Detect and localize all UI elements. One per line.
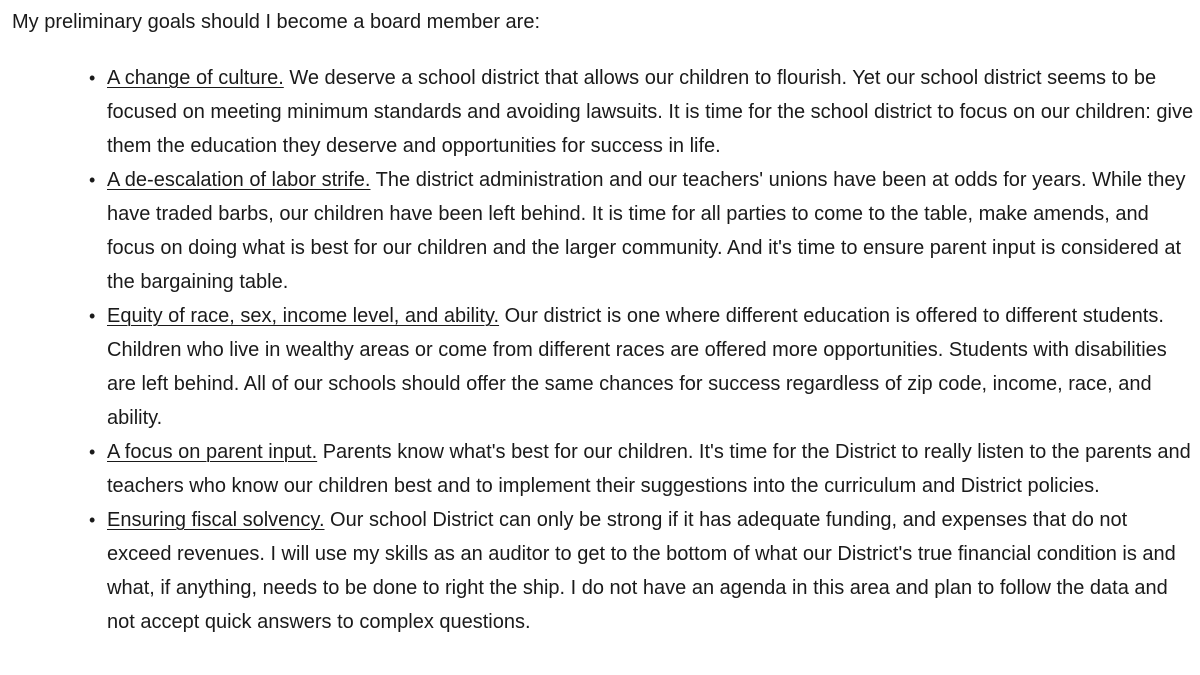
goal-text: Our district is one where different education is offered to different students. Children who live in wealthy areas or come from different races are offered more opportunities. Students with disabilities are left behind. All of our schools should offer the same chances for success regardless of zip code, income, race, and ability.: [107, 305, 1167, 429]
goal-title: Ensuring fiscal solvency.: [107, 509, 325, 531]
document-body: [12, 5, 1197, 639]
goal-title: Equity of race, sex, income level, and ability.: [107, 305, 500, 327]
goal-text: We deserve a school district that allows our children to flourish. Yet our school district seems to be focused on meeting minimum standards and avoiding lawsuits. It is time for the school district to focus on our children: give them the education they deserve and opportunities for success in life.: [107, 67, 1194, 157]
bullet-icon: •: [89, 170, 96, 190]
intro-text: My preliminary goals should I become a board member are:: [12, 11, 541, 33]
goal-item-fiscal: [89, 503, 1197, 639]
goal-item-culture: [89, 61, 1197, 163]
bullet-icon: •: [89, 510, 96, 530]
goal-title: A de-escalation of labor strife.: [107, 169, 371, 191]
goal-title: A change of culture.: [107, 67, 284, 89]
goal-text: Parents know what's best for our children. It's time for the District to really listen to the parents and teachers who know our children best and to implement their suggestions into the curriculum and District policies.: [107, 441, 1191, 497]
goal-text: The district administration and our teachers' unions have been at odds for years. While they have traded barbs, our children have been left behind. It is time for all parties to come to the table, make amends, and focus on doing what is best for our children and the larger community. And it's time to ensure parent input is considered at the bargaining table.: [107, 169, 1186, 293]
goal-item-labor: [89, 163, 1197, 299]
goal-item-equity: [89, 299, 1197, 435]
goal-text: Our school District can only be strong if it has adequate funding, and expenses that do not exceed revenues. I will use my skills as an auditor to get to the bottom of what our District's true financial condition is and what, if anything, needs to be done to right the ship. I do not have an agenda in this area and plan to follow the data and not accept quick answers to complex questions.: [107, 509, 1176, 633]
bullet-icon: •: [89, 68, 96, 88]
goal-title: A focus on parent input.: [107, 441, 318, 463]
goal-item-parent-input: [89, 435, 1197, 503]
bullet-icon: •: [89, 306, 96, 326]
goals-list: [12, 61, 1197, 639]
bullet-icon: •: [89, 442, 96, 462]
